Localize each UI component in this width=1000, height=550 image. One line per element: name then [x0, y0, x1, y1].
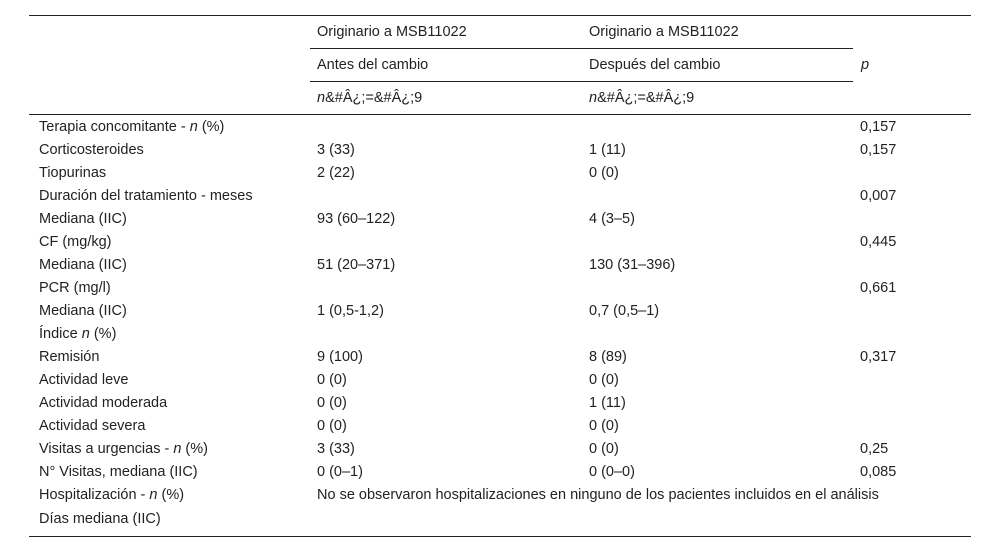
p-value — [853, 368, 971, 391]
header-n-before-value: &#Â¿;=&#Â¿;9 — [325, 90, 423, 106]
p-value: 0,007 — [860, 187, 897, 204]
value-before — [310, 276, 582, 299]
row-label-suffix: (%) — [197, 118, 225, 135]
row-label-text: Índice — [39, 325, 82, 342]
row-label — [29, 437, 310, 460]
row-label: PCR (mg/l) — [39, 279, 111, 296]
row-label: N° Visitas, mediana (IIC) — [39, 463, 198, 480]
header-p-value — [853, 16, 971, 115]
table-body — [29, 115, 971, 537]
table-row — [29, 391, 971, 414]
value-before: 0 (0) — [317, 371, 347, 388]
row-label: Corticosteroides — [39, 141, 144, 158]
value-before: 3 (33) — [317, 440, 355, 457]
row-label: Mediana (IIC) — [39, 256, 127, 273]
table-row — [29, 437, 971, 460]
value-after: 4 (3–5) — [589, 210, 635, 227]
p-value — [853, 322, 971, 345]
p-value: 0,085 — [860, 463, 897, 480]
hospitalization-note: No se observaron hospitalizaciones en ninguno de los pacientes incluidos en el análisis — [317, 486, 879, 503]
header-n-after — [582, 82, 853, 115]
header-before-change: Antes del cambio — [310, 49, 582, 82]
p-value — [853, 161, 971, 184]
value-before — [310, 322, 582, 345]
value-before — [310, 184, 582, 207]
row-label-text: Terapia concomitante - — [39, 118, 190, 135]
table-header — [29, 16, 971, 115]
table-row-last — [29, 506, 971, 537]
value-after: 0 (0) — [589, 440, 619, 457]
value-after: 8 (89) — [589, 348, 627, 365]
p-value: 0,25 — [860, 440, 889, 457]
header-n-after-var: n — [589, 90, 598, 106]
row-label: CF (mg/kg) — [39, 233, 112, 250]
row-label — [29, 483, 310, 506]
results-table — [29, 15, 971, 537]
header-group-2: Originario a MSB11022 — [582, 16, 853, 49]
table-row — [29, 138, 971, 161]
value-after — [582, 322, 853, 345]
empty-cell — [310, 506, 582, 537]
value-after — [582, 184, 853, 207]
p-value: 0,445 — [860, 233, 897, 250]
table-row — [29, 230, 971, 253]
row-label-suffix: (%) — [89, 325, 117, 342]
row-label — [29, 115, 310, 139]
table-row — [29, 299, 971, 322]
p-value: 0,157 — [860, 141, 897, 158]
value-after — [582, 230, 853, 253]
row-label-text: Visitas a urgencias - — [39, 440, 174, 457]
value-after: 130 (31–396) — [589, 256, 676, 273]
row-label: Duración del tratamiento - meses — [39, 187, 253, 204]
p-value — [853, 299, 971, 322]
header-n-before-var: n — [317, 90, 326, 106]
value-after: 0,7 (0,5–1) — [589, 302, 660, 319]
p-value — [853, 207, 971, 230]
table-row — [29, 207, 971, 230]
row-label-italic: n — [81, 325, 90, 342]
value-after: 0 (0) — [589, 164, 619, 181]
empty-cell — [582, 506, 853, 537]
value-before: 1 (0,5-1,2) — [317, 302, 384, 319]
header-empty-cell — [29, 16, 310, 115]
value-after — [582, 115, 853, 139]
row-label: Actividad moderada — [39, 394, 168, 411]
value-before: 9 (100) — [317, 348, 363, 365]
value-before: 0 (0) — [317, 417, 347, 434]
table-row — [29, 253, 971, 276]
p-value — [853, 414, 971, 437]
row-label-suffix: (%) — [157, 486, 185, 503]
header-group-1: Originario a MSB11022 — [310, 16, 582, 49]
p-value: 0,157 — [860, 118, 897, 135]
row-label-text: Hospitalización - — [39, 486, 150, 503]
row-label-italic: n — [189, 118, 198, 135]
table-row-hospitalization — [29, 483, 971, 506]
value-after — [582, 276, 853, 299]
value-before: 51 (20–371) — [317, 256, 396, 273]
table-row — [29, 276, 971, 299]
value-before: 3 (33) — [317, 141, 355, 158]
value-after: 0 (0–0) — [589, 463, 635, 480]
row-label: Actividad leve — [39, 371, 129, 388]
value-after: 1 (11) — [589, 141, 626, 158]
value-before: 0 (0) — [317, 394, 347, 411]
row-label-italic: n — [173, 440, 182, 457]
table-row — [29, 345, 971, 368]
p-value — [853, 391, 971, 414]
value-before — [310, 115, 582, 139]
row-label: Tiopurinas — [39, 164, 107, 181]
value-before — [310, 230, 582, 253]
table-row — [29, 460, 971, 483]
empty-cell — [853, 506, 971, 537]
row-label: Actividad severa — [39, 417, 146, 434]
p-value — [853, 253, 971, 276]
table-row — [29, 414, 971, 437]
row-label: Días mediana (IIC) — [29, 506, 310, 537]
row-label — [29, 322, 310, 345]
table-row — [29, 322, 971, 345]
table-row — [29, 161, 971, 184]
value-after: 1 (11) — [589, 394, 626, 411]
table-row — [29, 184, 971, 207]
value-before: 93 (60–122) — [317, 210, 396, 227]
value-after: 0 (0) — [589, 371, 619, 388]
results-table-container — [29, 15, 971, 537]
header-n-after-value: &#Â¿;=&#Â¿;9 — [597, 90, 695, 106]
row-label: Mediana (IIC) — [39, 210, 127, 227]
header-after-change: Después del cambio — [582, 49, 853, 82]
value-before: 2 (22) — [317, 164, 355, 181]
row-label-suffix: (%) — [181, 440, 208, 457]
row-label: Remisión — [39, 348, 100, 365]
header-n-before — [310, 82, 582, 115]
p-value: 0,661 — [860, 279, 897, 296]
value-after: 0 (0) — [589, 417, 619, 434]
row-label: Mediana (IIC) — [39, 302, 127, 319]
value-before: 0 (0–1) — [317, 463, 363, 480]
row-label-italic: n — [149, 486, 158, 503]
table-row — [29, 368, 971, 391]
p-value: 0,317 — [860, 348, 897, 365]
header-p-label: p — [861, 57, 870, 73]
table-row — [29, 115, 971, 139]
